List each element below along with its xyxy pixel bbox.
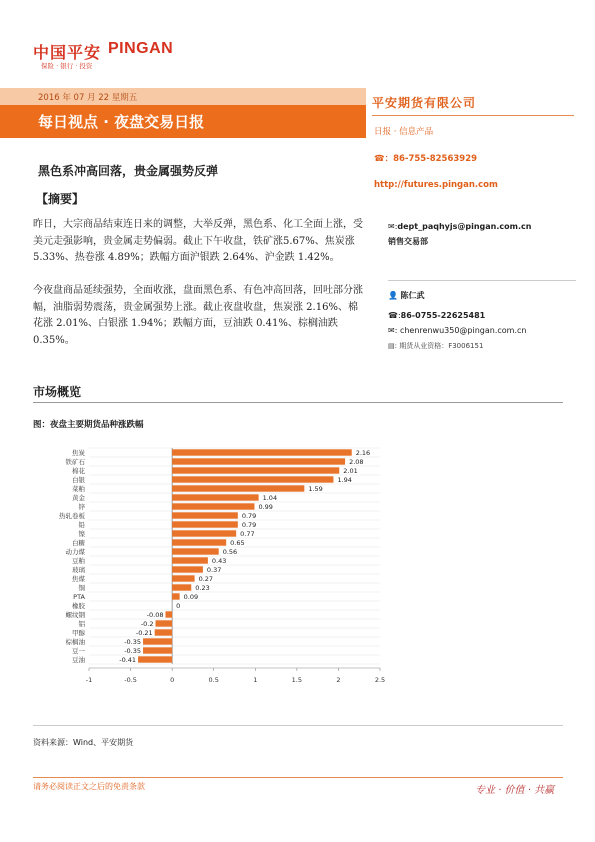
company-name: 平安期货有限公司 <box>372 96 477 110</box>
bar <box>172 485 304 491</box>
data-label: -0.35 <box>124 637 142 646</box>
bar <box>155 629 172 635</box>
data-label: 0.43 <box>211 556 227 565</box>
id-card-icon: ▤: <box>388 342 400 350</box>
category-label: 焦炭 <box>72 448 85 457</box>
category-label: 铝 <box>78 619 85 628</box>
company-url[interactable]: http://futures.pingan.com <box>374 180 498 190</box>
data-label: 2.16 <box>355 448 371 457</box>
data-label: 1.59 <box>308 484 323 493</box>
data-label: 0.09 <box>183 592 199 601</box>
bar <box>172 476 333 482</box>
category-label: 热轧卷板 <box>59 511 85 520</box>
category-label: 玻璃 <box>72 565 85 574</box>
category-label: 白银 <box>72 475 85 484</box>
report-date: 2016 年 07 月 22 星期五 <box>38 93 138 103</box>
summary-label: 【摘要】 <box>36 192 85 206</box>
analyst-phone: ☎:86-0755-22625481 <box>388 311 486 320</box>
category-label: 豆一 <box>72 646 85 655</box>
phone-icon: ☎： <box>374 154 394 164</box>
source-note: 资料来源：Wind、平安期货 <box>33 738 134 747</box>
data-label: -0.2 <box>140 619 154 628</box>
data-label: 0 <box>176 601 181 610</box>
bar <box>156 620 173 626</box>
category-label: 白糖 <box>72 538 85 547</box>
bar <box>172 539 226 545</box>
data-label: 1.04 <box>262 493 278 502</box>
category-label: 铜 <box>78 583 85 592</box>
data-label: 0.99 <box>258 502 273 511</box>
bar <box>143 638 172 644</box>
logo-tagline: 保险 · 银行 · 投资 <box>41 62 93 70</box>
data-label: 0.27 <box>198 574 214 583</box>
category-label: PTA <box>73 592 85 601</box>
bar <box>172 593 179 599</box>
data-label: 0.79 <box>241 520 257 529</box>
category-label: 橡胶 <box>72 601 85 610</box>
bar <box>172 458 345 464</box>
section-divider <box>33 402 563 403</box>
contacts-divider <box>388 280 576 281</box>
source-divider <box>33 725 563 726</box>
company-phone: ☎：86-755-82563929 <box>374 154 478 164</box>
headline: 黑色系冲高回落，贵金属强势反弹 <box>38 164 219 178</box>
bar <box>172 503 254 509</box>
data-label: 0.37 <box>206 565 222 574</box>
bar <box>172 449 352 455</box>
analyst-email[interactable]: ✉: chenrenwu350@pingan.com.cn <box>388 326 527 335</box>
summary-paragraph-1: 昨日，大宗商品结束连日来的调整，大举反弹，黑色系、化工全面上涨，受美元走强影响，贵金属走势偏弱。截止下午收盘，铁矿涨5.67%、焦炭涨 5.33%、热卷涨 4.89%；跌幅方面沪银跌 2.64%、沪金跌 1.42%。 <box>33 219 363 263</box>
x-tick-label: 0 <box>170 676 175 684</box>
data-label: -0.08 <box>146 610 164 619</box>
logo-english: PINGAN <box>108 40 174 57</box>
x-tick-label: 2 <box>336 676 341 684</box>
email-icon: ✉: <box>388 326 400 335</box>
footer-divider <box>33 777 563 778</box>
category-label: 螺纹钢 <box>65 610 85 619</box>
data-label: 0.65 <box>230 538 245 547</box>
person-icon: 👤 <box>388 291 401 300</box>
x-tick-label: 2.5 <box>374 676 386 684</box>
category-label: 棕榈油 <box>65 637 85 646</box>
category-label: 菜粕 <box>72 484 85 493</box>
category-label: 动力煤 <box>65 547 85 556</box>
company-divider <box>372 115 574 116</box>
figure-caption: 图：夜盘主要期货品种涨跌幅 <box>33 420 144 430</box>
disclaimer[interactable]: 请务必阅读正文之后的免责条款 <box>33 782 145 791</box>
dept-email[interactable]: ✉:dept_paqhyjs@pingan.com.cn <box>388 222 532 231</box>
bar <box>172 575 194 581</box>
bar <box>172 530 236 536</box>
x-tick-label: 1.5 <box>291 676 303 684</box>
x-tick-label: -1 <box>85 676 93 684</box>
data-label: -0.21 <box>135 628 153 637</box>
data-label: 2.08 <box>349 457 364 466</box>
bar <box>172 584 191 590</box>
category-label: 铅 <box>78 520 85 529</box>
category-label: 镍 <box>78 529 85 538</box>
category-label: 豆粕 <box>72 556 85 565</box>
data-label: 0.79 <box>241 511 257 520</box>
bar <box>138 656 172 662</box>
bar <box>172 494 258 500</box>
analyst-license: ▤: 期货从业资格：F3006151 <box>388 342 484 350</box>
x-tick-label: 0.5 <box>208 676 219 684</box>
category-label: 铁矿石 <box>65 457 85 466</box>
category-label: 黄金 <box>72 493 85 502</box>
data-label: -0.41 <box>119 655 137 664</box>
bar <box>165 611 172 617</box>
slogan: 专业 · 价值 · 共赢 <box>475 785 555 796</box>
dept-name: 销售交易部 <box>388 237 428 246</box>
bar <box>172 566 203 572</box>
category-label: 豆油 <box>72 655 85 664</box>
bar <box>172 521 238 527</box>
report-title: 每日视点 · 夜盘交易日报 <box>38 113 205 131</box>
report-category: 日报 · 信息产品 <box>374 127 434 137</box>
data-label: 0.77 <box>240 529 255 538</box>
data-label: 1.94 <box>337 475 352 484</box>
bar <box>172 512 238 518</box>
bar <box>143 647 172 653</box>
summary-paragraph-2: 今夜盘商品延续强势，全面收涨，盘面黑色系、有色冲高回落，回吐部分涨幅，油脂弱势震荡，贵金属强势上涨。截止夜盘收盘，焦炭涨 2.16%、棉花涨 2.01%、白银涨 1.94%；跌幅方面，豆油跌 0.41%、棕榈油跌 0.35%。 <box>33 285 363 346</box>
data-label: -0.35 <box>124 646 142 655</box>
data-label: 0.56 <box>222 547 238 556</box>
bar <box>172 467 339 473</box>
email-icon: ✉: <box>388 222 398 231</box>
bar <box>172 548 219 554</box>
phone-icon: ☎: <box>388 311 401 320</box>
change-bar-chart <box>33 440 563 715</box>
x-tick-label: 1 <box>253 676 258 684</box>
data-label: 0.23 <box>195 583 210 592</box>
category-label: 焦煤 <box>72 574 85 583</box>
section-title: 市场概览 <box>33 385 82 399</box>
data-label: 2.01 <box>343 466 358 475</box>
category-label: 锌 <box>78 502 85 511</box>
category-label: 甲醇 <box>72 628 85 637</box>
analyst-name: 👤 陈仁武 <box>388 291 425 300</box>
x-tick-label: -0.5 <box>124 676 137 684</box>
category-label: 棉花 <box>72 466 85 475</box>
logo-chinese: 中国平安 <box>33 43 102 62</box>
bar <box>172 557 208 563</box>
